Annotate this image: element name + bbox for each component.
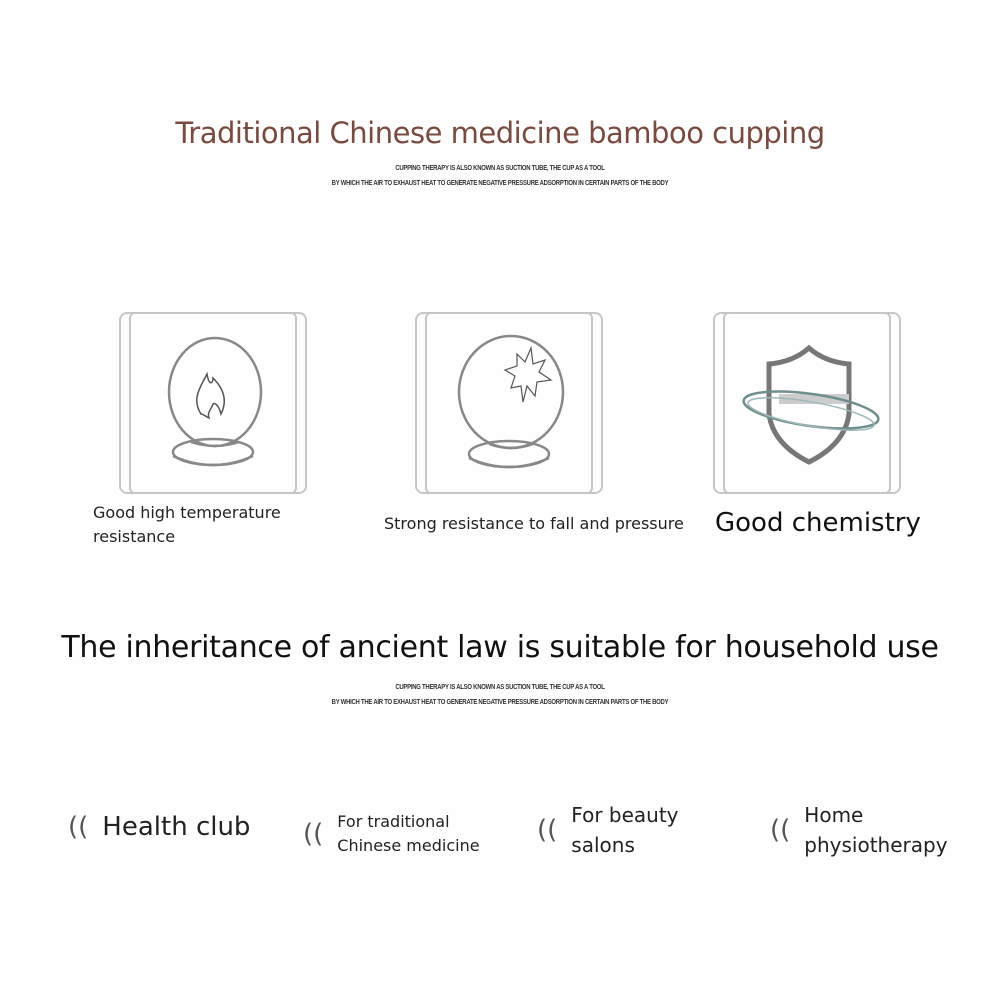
use-item-home-physiotherapy [770,800,948,860]
subtitle-line-1: CUPPING THERAPY IS ALSO KNOWN AS SUCTION TUBE, THE CUP AS A TOOL [395,165,605,172]
use-item-beauty-salons [537,800,679,860]
shield-icon [715,314,903,496]
label-line: Home [804,803,864,827]
feature-card-chemistry [713,312,901,494]
wave-icon: (( [68,812,89,842]
feature-label-pressure: Strong resistance to fall and pressure [384,514,684,533]
feature-label-temperature [93,501,281,549]
feature-card-temperature [119,312,307,494]
use-item-tcm [303,810,480,858]
cracked-cup-icon [417,314,605,496]
use-label: Health club [102,812,251,842]
label-line: Good high temperature [93,503,281,522]
label-line: For beauty [571,803,679,827]
section-title: The inheritance of ancient law is suitable for household use [61,630,939,665]
label-line: resistance [93,527,176,546]
label-line: physiotherapy [804,833,948,857]
flame-cup-icon [121,314,309,496]
feature-label-chemistry: Good chemistry [715,508,921,538]
label-line: salons [571,833,635,857]
section-subtitle-line-2: BY WHICH THE AIR TO EXHAUST HEAT TO GENERATE NEGATIVE PRESSURE ADSORPTION IN CERTAIN PARTS OF THE BODY [331,699,669,706]
label-line: Chinese medicine [337,836,480,855]
wave-icon: (( [537,815,558,845]
feature-card-pressure [415,312,603,494]
use-item-health-club [68,812,250,842]
wave-icon: (( [303,819,324,849]
use-label [571,800,678,860]
label-line: For traditional [337,812,450,831]
use-label [804,800,947,860]
page-title: Traditional Chinese medicine bamboo cupping [175,116,825,150]
wave-icon: (( [770,815,791,845]
use-label [337,810,479,858]
subtitle-line-2: BY WHICH THE AIR TO EXHAUST HEAT TO GENERATE NEGATIVE PRESSURE ADSORPTION IN CERTAIN PARTS OF THE BODY [331,180,669,187]
section-subtitle-line-1: CUPPING THERAPY IS ALSO KNOWN AS SUCTION TUBE, THE CUP AS A TOOL [395,684,605,691]
